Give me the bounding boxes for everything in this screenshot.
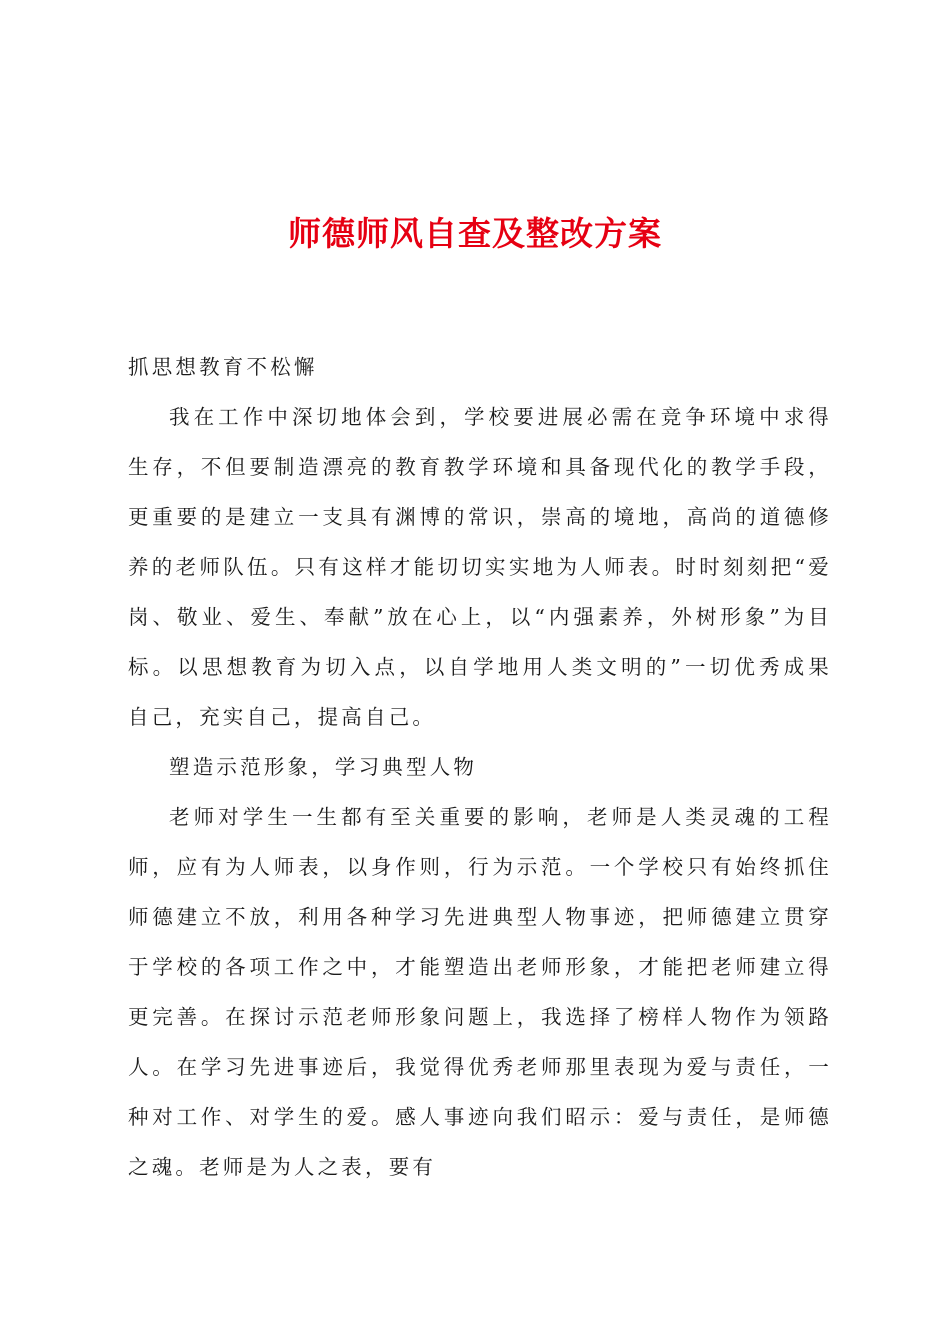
section-heading-1: 抓思想教育不松懈	[128, 355, 318, 379]
document-body	[128, 342, 832, 1192]
body-paragraph-2: 老师对学生一生都有至关重要的影响，老师是人类灵魂的工程师，应有为人师表，以身作则，行为示范。一个学校只有始终抓住师德建立不放，利用各种学习先进典型人物事迹，把师德建立贯穿于学校的各项工作之中，才能塑造出老师形象，才能把老师建立得更完善。在探讨示范老师形象问题上，我选择了榜样人物作为领路人。在学习先进事迹后，我觉得优秀老师那里表现为爱与责任，一种对工作、对学生的爱。感人事迹向我们昭示：爱与责任，是师德之魂。老师是为人之表，要有	[128, 805, 832, 1179]
section-heading-2: 塑造示范形象，学习典型人物	[169, 755, 478, 779]
body-paragraph-1: 我在工作中深切地体会到，学校要进展必需在竞争环境中求得生存，不但要制造漂亮的教育教学环境和具备现代化的教学手段，更重要的是建立一支具有渊博的常识，崇高的境地，高尚的道德修养的老师队伍。只有这样才能切切实实地为人师表。时时刻刻把“爱岗、敬业、爱生、奉献”放在心上，以“内强素养，外树形象”为目标。以思想教育为切入点，以自学地用人类文明的”一切优秀成果 自己，充实自己，提高自己。	[128, 405, 832, 729]
document-title: 师德师风自查及整改方案	[288, 214, 662, 253]
